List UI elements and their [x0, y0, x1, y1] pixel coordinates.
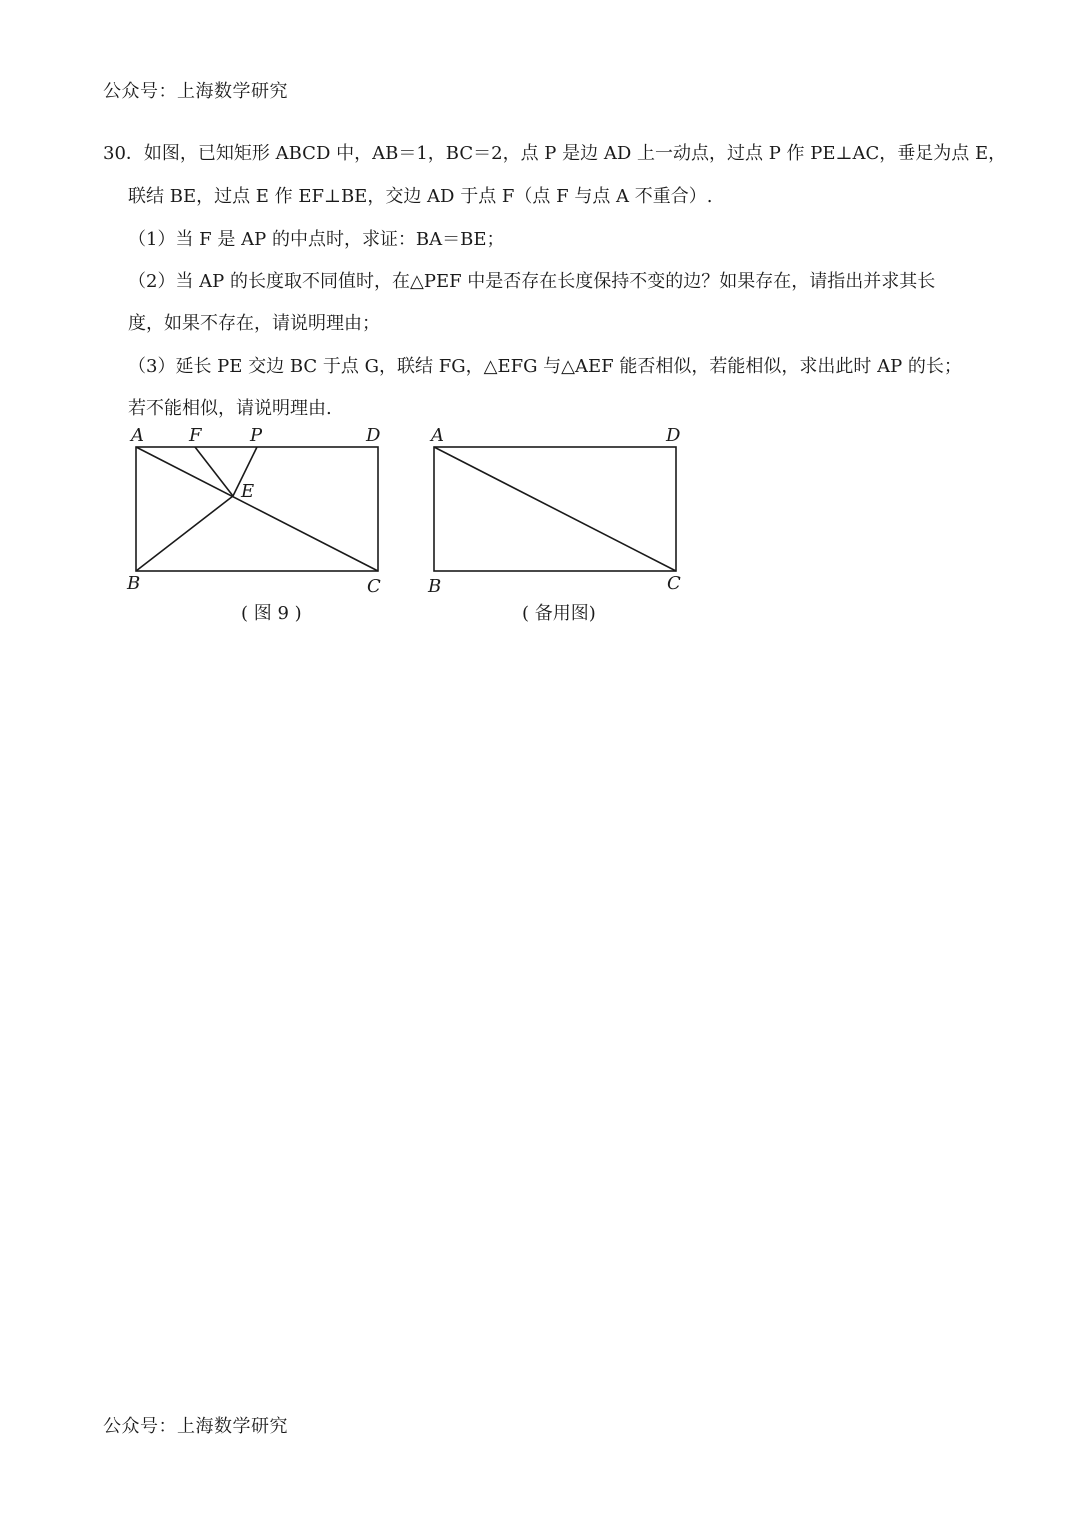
problem-line-1: 30．如图，已知矩形 ABCD 中，AB＝1，BC＝2，点 P 是边 AD 上一动点，过点 P 作 PE⊥AC，垂足为点 E，: [103, 143, 1007, 164]
header-watermark: 公众号：上海数学研究: [103, 81, 288, 102]
question-2-line-2: 度，如果不存在，请说明理由；: [128, 313, 380, 334]
question-1: （1）当 F 是 AP 的中点时，求证：BA＝BE；: [128, 229, 505, 250]
fig9-label-b: B: [127, 573, 141, 594]
question-3-line-2: 若不能相似，请说明理由.: [128, 398, 332, 419]
fig9-label-d: D: [366, 425, 381, 446]
figure-backup: [434, 447, 676, 571]
question-2-line-1: （2）当 AP 的长度取不同值时，在△PEF 中是否存在长度保持不变的边？如果存在，请指出并求其长: [128, 271, 936, 292]
segment-be: [136, 496, 233, 571]
fig9-label-c: C: [367, 576, 381, 597]
diagonal-ac: [136, 447, 378, 571]
fig9-caption: ( 图 9 ): [241, 603, 302, 624]
backup-caption: ( 备用图): [522, 603, 596, 624]
fig9-label-e: E: [241, 481, 255, 502]
segment-fe: [195, 447, 233, 496]
fig9-label-p: P: [250, 425, 263, 446]
backup-label-c: C: [667, 573, 681, 594]
diagonal-ac-backup: [434, 447, 676, 571]
figure-9: [136, 447, 378, 571]
backup-label-d: D: [666, 425, 681, 446]
backup-label-a: A: [431, 425, 444, 446]
backup-label-b: B: [428, 576, 442, 597]
question-3-line-1: （3）延长 PE 交边 BC 于点 G，联结 FG，△EFG 与△AEF 能否相似，若能相似，求出此时 AP 的长；: [128, 356, 962, 377]
fig9-label-f: F: [189, 425, 202, 446]
fig9-label-a: A: [131, 425, 144, 446]
footer-watermark: 公众号：上海数学研究: [103, 1416, 288, 1437]
problem-line-2: 联结 BE，过点 E 作 EF⊥BE，交边 AD 于点 F（点 F 与点 A 不重合）.: [128, 186, 713, 207]
figures-svg: [0, 0, 1080, 700]
